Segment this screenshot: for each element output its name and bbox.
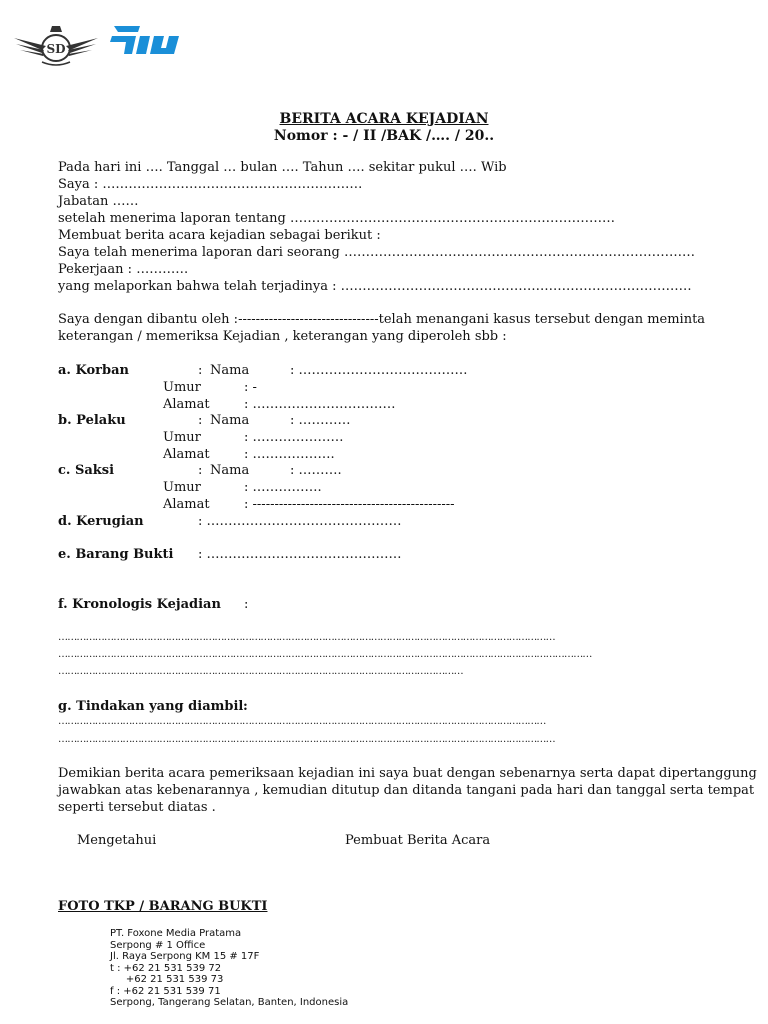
document-title: BERITA ACARA KEJADIAN bbox=[279, 111, 489, 127]
dotted-line: ………………………………………………………………………………………………………………………………………………………… bbox=[58, 649, 592, 660]
field-label: Nama bbox=[210, 413, 250, 428]
closing-line: Demikian berita acara pemeriksaan kejadian ini saya buat dengan sebenarnya serta dapat dipertanggung bbox=[58, 766, 757, 781]
closing-line: seperti tersebut diatas . bbox=[58, 800, 216, 815]
footer-line: f : +62 21 531 539 71 bbox=[110, 985, 221, 997]
field-label: Alamat bbox=[163, 497, 210, 512]
field-value: : ………… bbox=[290, 413, 351, 428]
field-value: : - bbox=[244, 380, 257, 395]
footer-line: +62 21 531 539 73 bbox=[110, 974, 224, 985]
seal-text: SD bbox=[46, 42, 66, 56]
intro-line: setelah menerima laporan tentang ………………………………………………………………… bbox=[58, 211, 615, 226]
colon: : bbox=[198, 363, 203, 378]
field-value: : ………………. bbox=[244, 447, 335, 462]
field-label: Nama bbox=[210, 463, 250, 478]
intro-line: Membuat berita acara kejadian sebagai berikut : bbox=[58, 228, 381, 243]
section-korban-label: a. Korban bbox=[58, 363, 129, 378]
signature-pembuat: Pembuat Berita Acara bbox=[345, 833, 491, 848]
field-label: Umur bbox=[163, 480, 201, 495]
colon: : bbox=[244, 597, 249, 612]
field-value: : ---------------------------------------------- bbox=[244, 497, 455, 512]
footer-line: PT. Foxone Media Pratama bbox=[110, 928, 242, 939]
colon: : bbox=[198, 463, 203, 478]
section-pelaku-label: b. Pelaku bbox=[58, 413, 126, 428]
brand-logo bbox=[110, 24, 180, 56]
field-label: Alamat bbox=[163, 397, 210, 412]
intro-line: Pada hari ini …. Tanggal … bulan …. Tahun …. sekitar pukul …. Wib bbox=[58, 160, 507, 175]
section-kerugian-label: d. Kerugian bbox=[58, 514, 144, 529]
photo-section-heading: FOTO TKP / BARANG BUKTI bbox=[58, 899, 268, 914]
footer-line: Serpong, Tangerang Selatan, Banten, Indonesia bbox=[110, 997, 349, 1008]
intro-line: Pekerjaan : ………… bbox=[58, 262, 189, 277]
field-value: : …………………………… bbox=[244, 397, 396, 412]
dotted-line: ……………………………………………………………………………………………………………………………………………… bbox=[58, 734, 555, 745]
field-value: : ……………………………………… bbox=[198, 547, 402, 562]
dotted-line: …………………………………………………………………………………………………………………………………………… bbox=[58, 716, 546, 727]
dotted-line: …………………………………………………………………………………………………………………… bbox=[58, 666, 463, 677]
intro-line: Saya : …………………………………………………… bbox=[58, 177, 363, 192]
company-address-block bbox=[110, 928, 348, 1009]
field-value: : ……………………………………… bbox=[198, 514, 402, 529]
document-number: Nomor : - / II /BAK /…. / 20.. bbox=[273, 128, 495, 144]
section-barang-bukti-label: e. Barang Bukti bbox=[58, 547, 174, 562]
eagle-seal-logo bbox=[12, 20, 100, 68]
section-tindakan-label: g. Tindakan yang diambil bbox=[58, 699, 244, 714]
paragraph-line: Saya dengan dibantu oleh :--------------------------------telah menangani kasus tersebut dengan meminta bbox=[58, 312, 706, 327]
field-value: : ………………………………… bbox=[290, 363, 468, 378]
intro-line: Saya telah menerima laporan dari seorang ……………………………………………………………………… bbox=[58, 245, 695, 260]
section-saksi-label: c. Saksi bbox=[58, 463, 115, 478]
field-label: Nama bbox=[210, 363, 250, 378]
field-label: Umur bbox=[163, 380, 201, 395]
closing-line: jawabkan atas kebenarannya , kemudian ditutup dan ditanda tangani pada hari dan tanggal serta tempat bbox=[58, 783, 755, 798]
field-value: : ………. bbox=[290, 463, 342, 478]
colon: : bbox=[243, 699, 248, 714]
signature-mengetahui: Mengetahui bbox=[77, 833, 157, 848]
paragraph-line: keterangan / memeriksa Kejadian , keterangan yang diperoleh sbb : bbox=[58, 329, 507, 344]
intro-line: Jabatan …… bbox=[58, 194, 139, 209]
dotted-line: ……………………………………………………………………………………………………………………………………………… bbox=[58, 632, 555, 643]
section-kronologis-label: f. Kronologis Kejadian bbox=[58, 597, 221, 612]
footer-line: Jl. Raya Serpong KM 15 # 17F bbox=[110, 951, 260, 962]
colon: : bbox=[198, 413, 203, 428]
field-label: Alamat bbox=[163, 447, 210, 462]
footer-line: Serpong # 1 Office bbox=[110, 939, 206, 951]
footer-line: t : +62 21 531 539 72 bbox=[110, 962, 222, 974]
field-value: : ……………. bbox=[244, 480, 322, 495]
field-value: : ………………… bbox=[244, 430, 344, 445]
intro-line: yang melaporkan bahwa telah terjadinya : ……………………………………………………………………… bbox=[58, 279, 692, 294]
field-label: Umur bbox=[163, 430, 201, 445]
